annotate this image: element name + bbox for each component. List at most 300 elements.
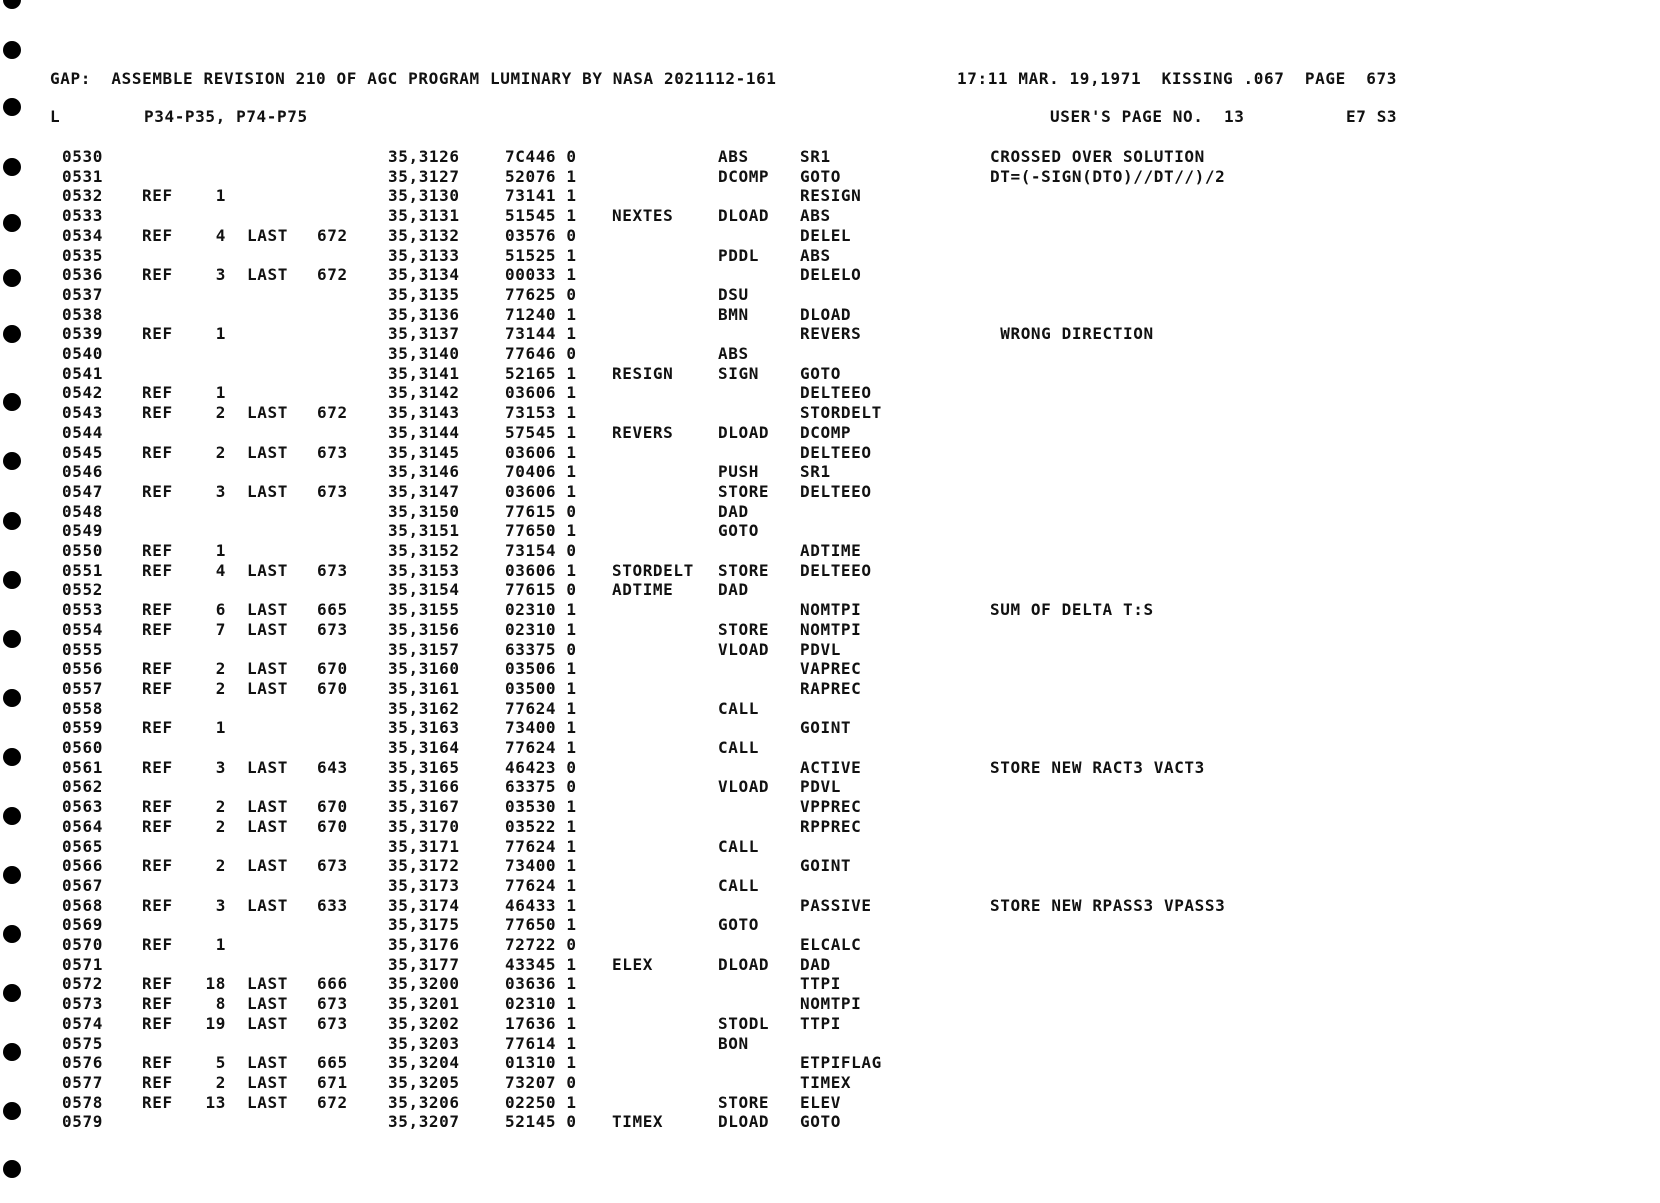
opcode: DLOAD — [718, 1112, 770, 1132]
address: 35,3136 — [388, 304, 460, 324]
symbol-label: RESIGN — [612, 363, 674, 383]
listing-row — [0, 1034, 1660, 1053]
listing-row — [0, 561, 1660, 580]
operand: ELEV — [800, 1092, 841, 1112]
line-number: 0547 — [62, 481, 103, 501]
ref-count: 1 — [215, 383, 226, 403]
listing-row — [0, 876, 1660, 895]
last-page: 672 — [317, 403, 348, 423]
last-marker: LAST — [247, 600, 288, 620]
listing-row — [0, 817, 1660, 836]
address: 35,3207 — [388, 1112, 460, 1132]
ref-marker: REF — [142, 797, 173, 817]
octal-code: 03606 1 — [505, 481, 577, 501]
ref-marker: REF — [142, 225, 173, 245]
listing-row — [0, 738, 1660, 757]
opcode: DCOMP — [718, 166, 770, 186]
ref-count: 3 — [215, 757, 226, 777]
address: 35,3142 — [388, 383, 460, 403]
line-number: 0548 — [62, 501, 103, 521]
line-number: 0563 — [62, 797, 103, 817]
line-number: 0546 — [62, 462, 103, 482]
operand: ACTIVE — [800, 757, 862, 777]
listing-row — [0, 955, 1660, 974]
opcode: STODL — [718, 1013, 770, 1033]
line-number: 0570 — [62, 935, 103, 954]
ref-count: 6 — [215, 600, 226, 620]
opcode: DLOAD — [718, 206, 770, 226]
operand: NOMTPI — [800, 619, 862, 639]
listing-row — [0, 777, 1660, 796]
last-page: 673 — [317, 560, 348, 580]
octal-code: 73400 1 — [505, 856, 577, 876]
listing-row — [0, 403, 1660, 422]
address: 35,3166 — [388, 777, 460, 797]
ref-count: 18 — [205, 974, 226, 994]
header-log-letter: L — [50, 107, 61, 126]
header-assembly-title: GAP: ASSEMBLE REVISION 210 OF AGC PROGRAM LUMINARY BY NASA 2021112-161 — [50, 69, 777, 88]
line-number: 0567 — [62, 875, 103, 895]
operand: STORDELT — [800, 403, 882, 423]
address: 35,3157 — [388, 639, 460, 659]
opcode: DLOAD — [718, 954, 770, 974]
header-user-page: USER'S PAGE NO. 13 — [1050, 107, 1245, 126]
ref-count: 7 — [215, 619, 226, 639]
listing-row — [0, 640, 1660, 659]
operand: TTPI — [800, 1013, 841, 1033]
ref-marker: REF — [142, 1092, 173, 1112]
octal-code: 73144 1 — [505, 324, 577, 344]
octal-code: 03606 1 — [505, 442, 577, 462]
listing-row — [0, 226, 1660, 245]
octal-code: 02310 1 — [505, 600, 577, 620]
last-page: 673 — [317, 481, 348, 501]
sprocket-hole — [3, 1160, 21, 1178]
address: 35,3141 — [388, 363, 460, 383]
line-number: 0538 — [62, 304, 103, 324]
ref-count: 2 — [215, 816, 226, 836]
address: 35,3143 — [388, 403, 460, 423]
address: 35,3144 — [388, 422, 460, 442]
opcode: CALL — [718, 875, 759, 895]
listing-row — [0, 1112, 1660, 1131]
ref-count: 4 — [215, 225, 226, 245]
address: 35,3134 — [388, 265, 460, 285]
address: 35,3202 — [388, 1013, 460, 1033]
address: 35,3172 — [388, 856, 460, 876]
octal-code: 73400 1 — [505, 718, 577, 738]
operand: SR1 — [800, 147, 831, 166]
last-page: 673 — [317, 856, 348, 876]
line-number: 0566 — [62, 856, 103, 876]
octal-code: 73153 1 — [505, 403, 577, 423]
operand: GOTO — [800, 363, 841, 383]
opcode: VLOAD — [718, 777, 770, 797]
address: 35,3150 — [388, 501, 460, 521]
octal-code: 63375 0 — [505, 777, 577, 797]
listing-row — [0, 1014, 1660, 1033]
symbol-label: TIMEX — [612, 1112, 664, 1132]
listing-row — [0, 856, 1660, 875]
octal-code: 03506 1 — [505, 659, 577, 679]
ref-marker: REF — [142, 560, 173, 580]
operand: NOMTPI — [800, 994, 862, 1014]
listing-row — [0, 344, 1660, 363]
listing-row — [0, 502, 1660, 521]
operand: RESIGN — [800, 186, 862, 206]
opcode: STORE — [718, 1092, 770, 1112]
octal-code: 51525 1 — [505, 245, 577, 265]
address: 35,3126 — [388, 147, 460, 166]
operand: NOMTPI — [800, 600, 862, 620]
last-page: 665 — [317, 600, 348, 620]
opcode: SIGN — [718, 363, 759, 383]
opcode: DSU — [718, 284, 749, 304]
address: 35,3151 — [388, 521, 460, 541]
listing-row — [0, 167, 1660, 186]
line-number: 0549 — [62, 521, 103, 541]
listing-row — [0, 147, 1660, 166]
listing-row — [0, 935, 1660, 954]
line-number: 0540 — [62, 344, 103, 363]
listing-row — [0, 482, 1660, 501]
line-number: 0556 — [62, 659, 103, 679]
symbol-label: ADTIME — [612, 580, 674, 600]
last-page: 670 — [317, 659, 348, 679]
ref-marker: REF — [142, 994, 173, 1014]
opcode: STORE — [718, 560, 770, 580]
octal-code: 77646 0 — [505, 344, 577, 363]
ref-marker: REF — [142, 1013, 173, 1033]
octal-code: 77625 0 — [505, 284, 577, 304]
address: 35,3133 — [388, 245, 460, 265]
octal-code: 52145 0 — [505, 1112, 577, 1132]
last-marker: LAST — [247, 856, 288, 876]
octal-code: 00033 1 — [505, 265, 577, 285]
octal-code: 73207 0 — [505, 1072, 577, 1092]
operand: PDVL — [800, 639, 841, 659]
sprocket-hole — [3, 0, 21, 9]
opcode: BON — [718, 1033, 749, 1053]
ref-count: 2 — [215, 442, 226, 462]
octal-code: 73141 1 — [505, 186, 577, 206]
last-marker: LAST — [247, 265, 288, 285]
address: 35,3167 — [388, 797, 460, 817]
ref-count: 1 — [215, 935, 226, 954]
address: 35,3205 — [388, 1072, 460, 1092]
line-number: 0532 — [62, 186, 103, 206]
octal-code: 03636 1 — [505, 974, 577, 994]
operand: GOTO — [800, 1112, 841, 1132]
address: 35,3175 — [388, 915, 460, 935]
address: 35,3146 — [388, 462, 460, 482]
operand: RPPREC — [800, 816, 862, 836]
listing-row — [0, 285, 1660, 304]
last-marker: LAST — [247, 994, 288, 1014]
last-marker: LAST — [247, 442, 288, 462]
operand: SR1 — [800, 462, 831, 482]
listing-row — [0, 837, 1660, 856]
octal-code: 03500 1 — [505, 678, 577, 698]
symbol-label: ELEX — [612, 954, 653, 974]
last-marker: LAST — [247, 757, 288, 777]
opcode: CALL — [718, 836, 759, 856]
opcode: DAD — [718, 580, 749, 600]
address: 35,3155 — [388, 600, 460, 620]
address: 35,3153 — [388, 560, 460, 580]
octal-code: 03606 1 — [505, 560, 577, 580]
line-number: 0552 — [62, 580, 103, 600]
octal-code: 77624 1 — [505, 875, 577, 895]
opcode: ABS — [718, 344, 749, 363]
line-number: 0565 — [62, 836, 103, 856]
address: 35,3154 — [388, 580, 460, 600]
line-number: 0571 — [62, 954, 103, 974]
operand: DELELO — [800, 265, 862, 285]
operand: TTPI — [800, 974, 841, 994]
opcode: STORE — [718, 481, 770, 501]
symbol-label: NEXTES — [612, 206, 674, 226]
octal-code: 77624 1 — [505, 738, 577, 757]
last-marker: LAST — [247, 403, 288, 423]
address: 35,3162 — [388, 698, 460, 718]
address: 35,3200 — [388, 974, 460, 994]
listing-row — [0, 305, 1660, 324]
listing-row — [0, 699, 1660, 718]
line-number: 0579 — [62, 1112, 103, 1132]
listing-row — [0, 974, 1660, 993]
line-number: 0537 — [62, 284, 103, 304]
last-page: 666 — [317, 974, 348, 994]
ref-marker: REF — [142, 856, 173, 876]
address: 35,3152 — [388, 541, 460, 560]
last-page: 670 — [317, 797, 348, 817]
last-page: 673 — [317, 994, 348, 1014]
line-number: 0531 — [62, 166, 103, 186]
listing-row — [0, 600, 1660, 619]
listing-row — [0, 521, 1660, 540]
line-number: 0536 — [62, 265, 103, 285]
address: 35,3135 — [388, 284, 460, 304]
symbol-label: REVERS — [612, 422, 674, 442]
sprocket-hole — [3, 41, 21, 59]
octal-code: 51545 1 — [505, 206, 577, 226]
opcode: STORE — [718, 619, 770, 639]
operand: ETPIFLAG — [800, 1053, 882, 1073]
address: 35,3131 — [388, 206, 460, 226]
last-marker: LAST — [247, 619, 288, 639]
line-number: 0543 — [62, 403, 103, 423]
listing-row — [0, 206, 1660, 225]
ref-count: 8 — [215, 994, 226, 1014]
ref-count: 2 — [215, 678, 226, 698]
address: 35,3174 — [388, 895, 460, 915]
listing-row — [0, 718, 1660, 737]
ref-marker: REF — [142, 481, 173, 501]
last-marker: LAST — [247, 560, 288, 580]
operand: DELTEEO — [800, 481, 872, 501]
operand: DELTEEO — [800, 560, 872, 580]
address: 35,3140 — [388, 344, 460, 363]
listing-row — [0, 679, 1660, 698]
address: 35,3170 — [388, 816, 460, 836]
ref-count: 4 — [215, 560, 226, 580]
operand: REVERS — [800, 324, 862, 344]
listing-row — [0, 383, 1660, 402]
line-number: 0544 — [62, 422, 103, 442]
octal-code: 77624 1 — [505, 698, 577, 718]
octal-code: 43345 1 — [505, 954, 577, 974]
ref-marker: REF — [142, 1072, 173, 1092]
operand: VPPREC — [800, 797, 862, 817]
last-page: 670 — [317, 816, 348, 836]
ref-marker: REF — [142, 600, 173, 620]
comment: WRONG DIRECTION — [990, 324, 1154, 344]
opcode: DAD — [718, 501, 749, 521]
octal-code: 77614 1 — [505, 1033, 577, 1053]
last-marker: LAST — [247, 1092, 288, 1112]
listing-row — [0, 541, 1660, 560]
octal-code: 77615 0 — [505, 501, 577, 521]
symbol-label: STORDELT — [612, 560, 694, 580]
listing-row — [0, 423, 1660, 442]
line-number: 0545 — [62, 442, 103, 462]
ref-count: 1 — [215, 186, 226, 206]
opcode: CALL — [718, 698, 759, 718]
operand: DELTEEO — [800, 383, 872, 403]
comment: STORE NEW RACT3 VACT3 — [990, 757, 1205, 777]
listing-row — [0, 994, 1660, 1013]
listing-row — [0, 443, 1660, 462]
line-number: 0559 — [62, 718, 103, 738]
operand: GOTO — [800, 166, 841, 186]
ref-marker: REF — [142, 678, 173, 698]
opcode: GOTO — [718, 915, 759, 935]
octal-code: 77615 0 — [505, 580, 577, 600]
last-marker: LAST — [247, 659, 288, 679]
ref-marker: REF — [142, 403, 173, 423]
opcode: CALL — [718, 738, 759, 757]
operand: ABS — [800, 206, 831, 226]
listing-row — [0, 758, 1660, 777]
address: 35,3165 — [388, 757, 460, 777]
octal-code: 72722 0 — [505, 935, 577, 954]
operand: ADTIME — [800, 541, 862, 560]
last-marker: LAST — [247, 895, 288, 915]
ref-count: 3 — [215, 895, 226, 915]
header-date-page: 17:11 MAR. 19,1971 KISSING .067 PAGE 673 — [957, 69, 1398, 88]
listing-row — [0, 1093, 1660, 1112]
address: 35,3203 — [388, 1033, 460, 1053]
line-number: 0576 — [62, 1053, 103, 1073]
line-number: 0557 — [62, 678, 103, 698]
operand: PASSIVE — [800, 895, 872, 915]
listing-row — [0, 246, 1660, 265]
last-marker: LAST — [247, 225, 288, 245]
line-number: 0541 — [62, 363, 103, 383]
ref-marker: REF — [142, 265, 173, 285]
operand: DLOAD — [800, 304, 852, 324]
listing-row — [0, 364, 1660, 383]
ref-marker: REF — [142, 757, 173, 777]
ref-marker: REF — [142, 619, 173, 639]
last-marker: LAST — [247, 481, 288, 501]
octal-code: 03606 1 — [505, 383, 577, 403]
ref-count: 2 — [215, 856, 226, 876]
last-page: 673 — [317, 619, 348, 639]
ref-count: 3 — [215, 481, 226, 501]
last-marker: LAST — [247, 1053, 288, 1073]
opcode: BMN — [718, 304, 749, 324]
line-number: 0553 — [62, 600, 103, 620]
octal-code: 03522 1 — [505, 816, 577, 836]
ref-marker: REF — [142, 186, 173, 206]
operand: ABS — [800, 245, 831, 265]
line-number: 0574 — [62, 1013, 103, 1033]
address: 35,3171 — [388, 836, 460, 856]
line-number: 0575 — [62, 1033, 103, 1053]
opcode: VLOAD — [718, 639, 770, 659]
last-page: 665 — [317, 1053, 348, 1073]
octal-code: 02310 1 — [505, 619, 577, 639]
ref-marker: REF — [142, 816, 173, 836]
ref-count: 3 — [215, 265, 226, 285]
line-number: 0551 — [62, 560, 103, 580]
operand: DCOMP — [800, 422, 852, 442]
address: 35,3204 — [388, 1053, 460, 1073]
octal-code: 02310 1 — [505, 994, 577, 1014]
listing-row — [0, 1053, 1660, 1072]
octal-code: 71240 1 — [505, 304, 577, 324]
line-number: 0578 — [62, 1092, 103, 1112]
operand: ELCALC — [800, 935, 862, 954]
listing-row — [0, 462, 1660, 481]
listing-row — [0, 797, 1660, 816]
opcode: PUSH — [718, 462, 759, 482]
ref-count: 1 — [215, 718, 226, 738]
last-marker: LAST — [247, 678, 288, 698]
address: 35,3130 — [388, 186, 460, 206]
last-page: 672 — [317, 225, 348, 245]
listing-row — [0, 620, 1660, 639]
address: 35,3161 — [388, 678, 460, 698]
comment: STORE NEW RPASS3 VPASS3 — [990, 895, 1226, 915]
last-page: 672 — [317, 1092, 348, 1112]
octal-code: 03576 0 — [505, 225, 577, 245]
ref-count: 2 — [215, 1072, 226, 1092]
last-page: 643 — [317, 757, 348, 777]
octal-code: 46433 1 — [505, 895, 577, 915]
listing-row — [0, 915, 1660, 934]
octal-code: 7C446 0 — [505, 147, 577, 166]
last-page: 671 — [317, 1072, 348, 1092]
ref-count: 1 — [215, 541, 226, 560]
octal-code: 52165 1 — [505, 363, 577, 383]
operand: DELEL — [800, 225, 852, 245]
operand: TIMEX — [800, 1072, 852, 1092]
line-number: 0550 — [62, 541, 103, 560]
header-code: E7 S3 — [1346, 107, 1398, 126]
last-marker: LAST — [247, 1072, 288, 1092]
ref-count: 2 — [215, 659, 226, 679]
last-page: 673 — [317, 442, 348, 462]
operand: PDVL — [800, 777, 841, 797]
octal-code: 73154 0 — [505, 541, 577, 560]
listing-row — [0, 265, 1660, 284]
address: 35,3147 — [388, 481, 460, 501]
ref-marker: REF — [142, 383, 173, 403]
line-number: 0561 — [62, 757, 103, 777]
